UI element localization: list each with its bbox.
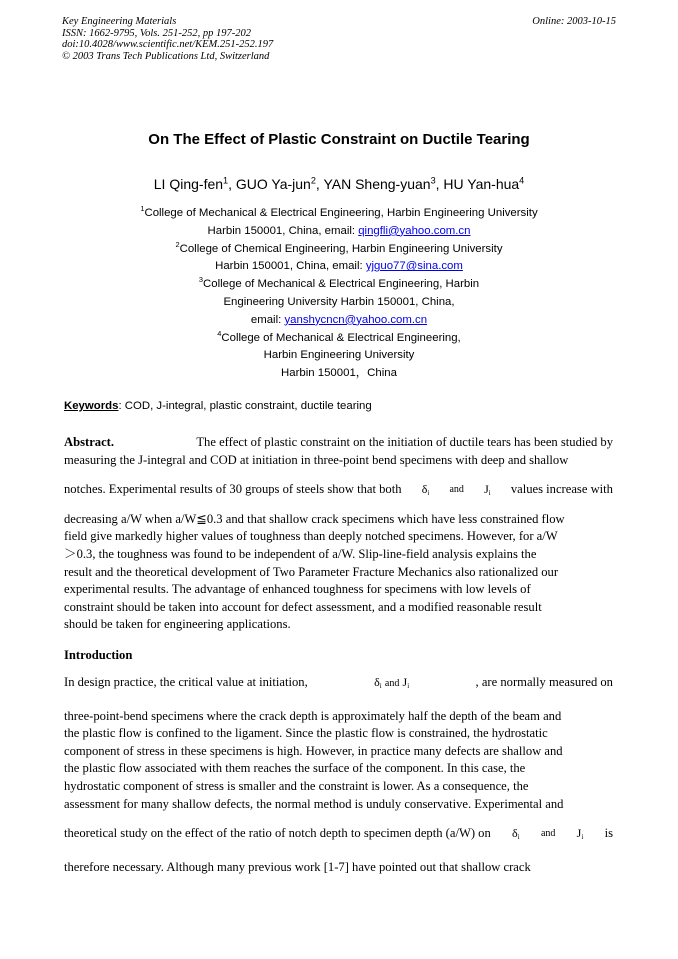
abstract-line: measuring the J-integral and COD at initiation in three-point bend specimens with deep and shallow	[64, 452, 569, 467]
affiliation-text: email:	[250, 313, 285, 326]
intro-line: three-point-bend specimens where the crack depth is approximately half the depth of the beam and	[64, 708, 562, 723]
keywords-label: Keywords	[64, 400, 119, 412]
affiliation-4-city: Harbin 150001，China	[281, 367, 397, 380]
affiliation-text: College of Mechanical & Electrical Engineering,	[221, 331, 461, 344]
intro-text: In design practice, the critical value at initiation,	[64, 675, 308, 689]
intro-line: hydrostatic component of stress is smaller and the constraint is lower. As a consequence, the	[64, 778, 529, 793]
abstract-line: field give markedly higher values of toughness than deeply notched specimens. However, for a/W	[64, 529, 558, 544]
keywords	[64, 400, 372, 412]
abstract-text: values increase with	[510, 482, 613, 497]
delta-symbol: $\delta_i$	[421, 482, 430, 498]
affiliation-4-address: Harbin Engineering University	[263, 349, 415, 362]
affiliation-2	[0, 241, 678, 259]
abstract-text: notches. Experimental results of 30 groups of steels show that both	[64, 482, 402, 497]
abstract-line: result and the theoretical development of Two Parameter Fracture Mechanics also rationalized our	[64, 564, 559, 579]
email-link[interactable]: yanshycncn@yahoo.com.cn	[284, 313, 428, 326]
affiliation-text: College of Chemical Engineering, Harbin Engineering University	[179, 242, 503, 255]
online-date: Online: 2003-10-15	[532, 16, 616, 27]
intro-text: theoretical study on the effect of the ratio of notch depth to specimen depth (a/W) on	[64, 826, 491, 841]
author-affiliation-mark: 2	[310, 175, 316, 186]
j-symbol: $J_i$	[484, 482, 491, 498]
author-list: LI Qing-fen$^1$, GUO Ya-jun$^2$, YAN Sheng-yuan$^3$, HU Yan-hua$^4$	[153, 175, 525, 192]
j-symbol: $J_i$	[402, 675, 410, 690]
abstract	[64, 434, 613, 634]
affiliation-mark: 3	[198, 275, 204, 285]
affiliation-text: College of Mechanical & Electrical Engineering, Harbin	[203, 278, 480, 291]
abstract-line: decreasing a/W when a/W≦0.3 and that shallow crack specimens which have less constrained flow	[64, 511, 565, 526]
j-symbol: $J_i$	[576, 826, 584, 842]
intro-line: assessment for many shallow defects, the normal method is unduly conservative. Experimental and	[64, 796, 564, 811]
and-word: and	[384, 678, 400, 689]
abstract-line: experimental results. The advantage of enhanced toughness for specimens with low levels of	[64, 582, 531, 597]
abstract-line: ＞0.3, the toughness was found to be independent of a/W. Slip-line-field analysis explains the	[64, 546, 537, 561]
author-name: GUO Ya-jun	[235, 176, 311, 192]
author-name: HU Yan-hua	[443, 176, 520, 192]
intro-line: therefore necessary. Although many previous work [1-7] have pointed out that shallow crack	[64, 859, 531, 874]
abstract-line: should be taken for engineering applications.	[64, 617, 291, 632]
affiliation-3-address: Engineering University Harbin 150001, China,	[223, 295, 455, 308]
affiliation-1	[0, 205, 678, 223]
journal-header	[62, 16, 273, 62]
affiliation-3-email	[0, 312, 678, 330]
copyright-line: © 2003 Trans Tech Publications Ltd, Switzerland	[62, 50, 270, 62]
affiliation-text: Harbin 150001, China, email:	[207, 224, 359, 237]
delta-symbol: $\delta_i$	[512, 826, 520, 842]
affiliation-2-address	[0, 258, 678, 276]
author-name: LI Qing-fen	[153, 176, 224, 192]
intro-text: , are normally measured on	[475, 675, 613, 689]
intro-line	[64, 674, 613, 696]
introduction-body	[64, 674, 613, 876]
abstract-line	[64, 434, 613, 452]
abstract-label: Abstract.	[64, 435, 115, 449]
intro-text: is	[604, 826, 613, 841]
author-affiliation-mark: 4	[519, 175, 525, 186]
delta-symbol: $\delta_i$	[374, 675, 382, 690]
abstract-line	[64, 481, 613, 499]
intro-line	[64, 825, 613, 847]
author-affiliation-mark: 3	[430, 175, 436, 186]
affiliation-text: Harbin 150001, China, email:	[215, 260, 366, 273]
affiliation-3	[0, 276, 678, 294]
issn-line: ISSN: 1662-9795, Vols. 251-252, pp 197-202	[62, 27, 251, 39]
section-heading-introduction: Introduction	[64, 648, 133, 662]
author-affiliation-mark: 1	[223, 175, 229, 186]
intro-line: component of stress in these specimens is high. However, in practice many defects are shallow and	[64, 743, 563, 758]
affiliation-4	[0, 330, 678, 348]
paper-title: On The Effect of Plastic Constraint on Ductile Tearing	[148, 131, 530, 148]
abstract-text: The effect of plastic constraint on the initiation of ductile tears has been studied by	[196, 435, 613, 449]
affiliation-text: College of Mechanical & Electrical Engineering, Harbin Engineering University	[144, 207, 538, 219]
and-word: and	[540, 828, 556, 840]
inline-symbols	[374, 674, 409, 696]
affiliation-1-address	[0, 223, 678, 241]
doi-line[interactable]: doi:10.4028/www.scientific.net/KEM.251-252.197	[62, 39, 274, 51]
keywords-text: : COD, J-integral, plastic constraint, ductile tearing	[118, 400, 372, 412]
affiliation-mark: 2	[175, 239, 180, 249]
journal-name: Key Engineering Materials	[62, 16, 177, 27]
intro-line: the plastic flow associated with them reaches the surface of the component. In this case, the	[64, 761, 526, 776]
author-name: YAN Sheng-yuan	[323, 176, 431, 192]
affiliations	[0, 205, 678, 383]
affiliation-mark: 4	[217, 328, 222, 338]
affiliation-mark: 1	[140, 204, 145, 214]
email-link[interactable]: yjguo77@sina.com	[365, 260, 463, 273]
and-word: and	[449, 484, 464, 496]
intro-line: the plastic flow is confined to the ligament. Since the plastic flow is constrained, the hydrostatic	[64, 726, 548, 741]
abstract-line: constraint should be taken into account for defect assessment, and a modified reasonable result	[64, 599, 542, 614]
email-link[interactable]: qingfli@yahoo.com.cn	[358, 224, 471, 237]
